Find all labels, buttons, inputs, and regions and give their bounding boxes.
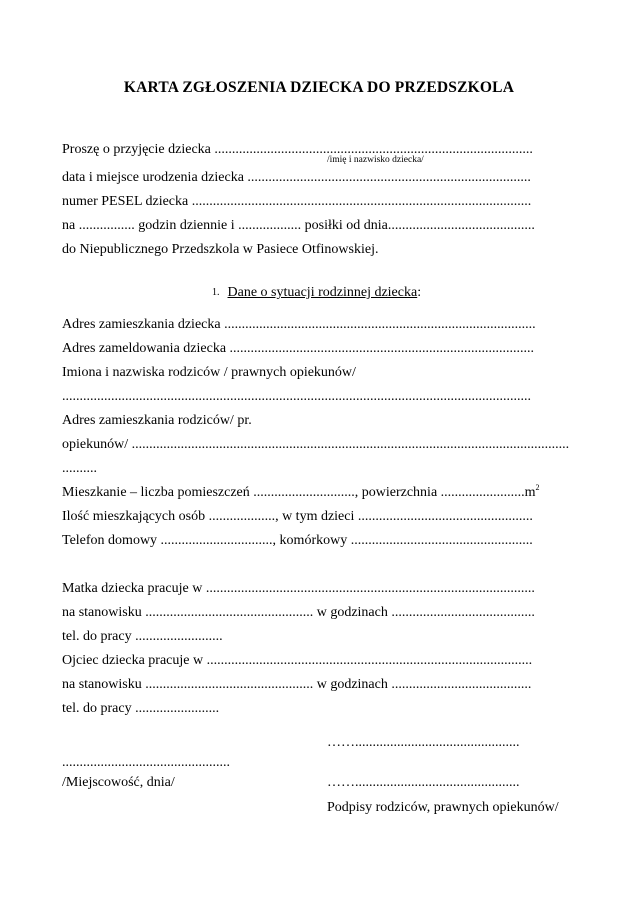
mother-work-line: Matka dziecka pracuje w .............................................................................................. — [62, 581, 535, 596]
father-phone-line: tel. do pracy ........................ — [62, 701, 220, 716]
signature-line-2: ……............................................... — [327, 775, 520, 790]
flat-text: Mieszkanie – liczba pomieszczeń ............................., powierzchnia ........................m — [62, 485, 536, 500]
flat-superscript: 2 — [535, 483, 540, 492]
child-name-hint: /imię i nazwisko dziecka/ — [327, 155, 424, 165]
section-colon: : — [417, 285, 422, 300]
parents-names-label: Imiona i nazwiska rodziców / prawnych opiekunów/ — [62, 365, 356, 380]
father-work-line: Ojciec dziecka pracuje w ............................................................................................. — [62, 653, 533, 668]
residents-line: Ilość mieszkających osób ..................., w tym dzieci .................................................. — [62, 509, 533, 524]
mother-phone-line: tel. do pracy ......................... — [62, 629, 223, 644]
registered-address-line: Adres zameldowania dziecka ....................................................................................... — [62, 341, 535, 356]
page-title: KARTA ZGŁOSZENIA DZIECKA DO PRZEDSZKOLA — [123, 79, 515, 96]
hours-meals-line: na ................ godzin dziennie i .................. posiłki od dnia.......................................... — [62, 218, 535, 233]
birth-date-place-line: data i miejsce urodzenia dziecka ................................................................................. — [62, 170, 531, 185]
parents-address-label: Adres zamieszkania rodziców/ pr. — [62, 413, 252, 428]
section-number: 1. — [212, 287, 220, 298]
mother-position-line: na stanowisku ................................................ w godzinach ......................................... — [62, 605, 535, 620]
section-heading — [212, 285, 421, 301]
place-date-dots: ................................................ — [62, 755, 230, 770]
flat-line — [62, 485, 540, 501]
place-date-label: /Miejscowość, dnia/ — [62, 775, 175, 790]
parents-names-dots: ...................................................................................................................................... — [62, 389, 531, 404]
child-address-line: Adres zamieszkania dziecka ......................................................................................... — [62, 317, 536, 332]
phones-line: Telefon domowy ................................, komórkowy .................................................... — [62, 533, 533, 548]
guardians-continuation: .......... — [62, 461, 97, 476]
child-name-line: Proszę o przyjęcie dziecka ........................................................................................... — [62, 142, 533, 157]
guardians-line: opiekunów/ ............................................................................................................................. — [62, 437, 570, 452]
signature-line-1: ……............................................... — [327, 735, 520, 750]
section-title: Dane o sytuacji rodzinnej dziecka — [227, 285, 418, 300]
father-position-line: na stanowisku ................................................ w godzinach ........................................ — [62, 677, 532, 692]
signature-label: Podpisy rodziców, prawnych opiekunów/ — [327, 800, 559, 815]
pesel-line: numer PESEL dziecka ................................................................................................. — [62, 194, 532, 209]
kindergarten-line: do Niepublicznego Przedszkola w Pasiece Otfinowskiej. — [62, 242, 379, 257]
